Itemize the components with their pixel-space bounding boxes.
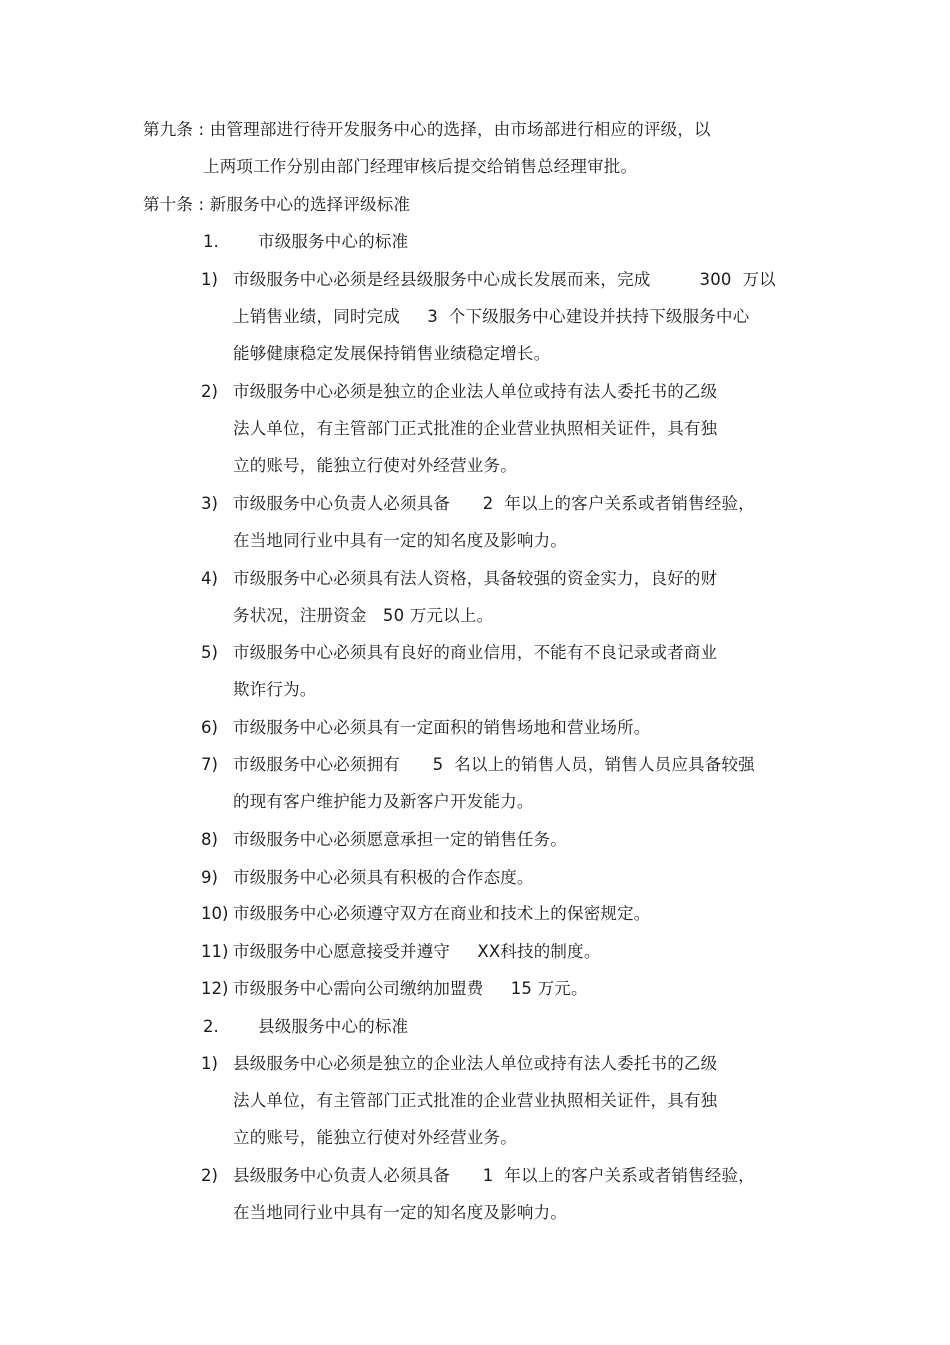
item-line: 市级服务中心必须遵守双方在商业和技术上的保密规定。 [233, 904, 651, 923]
section-2-number: 2. [203, 1017, 219, 1036]
item-line: 法人单位，有主管部门正式批准的企业营业执照相关证件，具有独 [233, 1091, 718, 1110]
item-line: 市级服务中心必须具有良好的商业信用，不能有不良记录或者商业 [233, 643, 718, 662]
item-number: 7) [201, 755, 218, 774]
item-line: 市级服务中心需向公司缴纳加盟费 15 万元。 [233, 979, 588, 998]
item-line: 市级服务中心必须具有一定面积的销售场地和营业场所。 [233, 718, 651, 737]
article-10-heading: 第十条 : 新服务中心的选择评级标准 [143, 195, 411, 214]
section-1-number: 1. [203, 232, 219, 251]
item-number: 2) [201, 382, 218, 401]
item-number: 8) [201, 830, 218, 849]
item-line: 上销售业绩，同时完成 3 个下级服务中心建设并扶持下级服务中心 [233, 307, 750, 326]
item-number: 5) [201, 643, 218, 662]
item-line: 在当地同行业中具有一定的知名度及影响力。 [233, 1203, 567, 1222]
item-line: 法人单位，有主管部门正式批准的企业营业执照相关证件，具有独 [233, 419, 718, 438]
item-number: 10) [201, 904, 229, 923]
item-line: 欺诈行为。 [233, 680, 317, 699]
article-9-line-1: 第九条 : 由管理部进行待开发服务中心的选择，由市场部进行相应的评级，以 [143, 120, 711, 139]
item-line: 市级服务中心必须愿意承担一定的销售任务。 [233, 830, 567, 849]
item-line: 市级服务中心愿意接受并遵守 XX科技的制度。 [233, 942, 601, 961]
item-line: 的现有客户维护能力及新客户开发能力。 [233, 792, 534, 811]
item-number: 9) [201, 868, 218, 887]
article-9-line-2: 上两项工作分别由部门经理审核后提交给销售总经理审批。 [203, 157, 638, 176]
item-line: 务状况，注册资金 50 万元以上。 [233, 606, 494, 625]
item-number: 2) [201, 1166, 218, 1185]
item-line: 立的账号，能独立行使对外经营业务。 [233, 1128, 517, 1147]
item-line: 市级服务中心必须是经县级服务中心成长发展而来，完成 300 万以 [233, 270, 776, 289]
section-1-title: 市级服务中心的标准 [258, 232, 409, 251]
item-line: 市级服务中心负责人必须具备 2 年以上的客户关系或者销售经验， [233, 494, 755, 513]
item-number: 4) [201, 569, 218, 588]
item-line: 市级服务中心必须具有积极的合作态度。 [233, 868, 534, 887]
item-line: 县级服务中心必须是独立的企业法人单位或持有法人委托书的乙级 [233, 1054, 718, 1073]
item-line: 市级服务中心必须拥有 5 名以上的销售人员，销售人员应具备较强 [233, 755, 755, 774]
item-line: 县级服务中心负责人必须具备 1 年以上的客户关系或者销售经验， [233, 1166, 755, 1185]
item-line: 立的账号，能独立行使对外经营业务。 [233, 456, 517, 475]
item-line: 市级服务中心必须是独立的企业法人单位或持有法人委托书的乙级 [233, 382, 718, 401]
item-number: 1) [201, 270, 218, 289]
item-number: 11) [201, 942, 229, 961]
item-number: 1) [201, 1054, 218, 1073]
item-line: 能够健康稳定发展保持销售业绩稳定增长。 [233, 344, 551, 363]
section-2-title: 县级服务中心的标准 [258, 1017, 409, 1036]
item-line: 市级服务中心必须具有法人资格，具备较强的资金实力，良好的财 [233, 569, 718, 588]
item-number: 6) [201, 718, 218, 737]
item-line: 在当地同行业中具有一定的知名度及影响力。 [233, 531, 567, 550]
item-number: 3) [201, 494, 218, 513]
item-number: 12) [201, 979, 229, 998]
